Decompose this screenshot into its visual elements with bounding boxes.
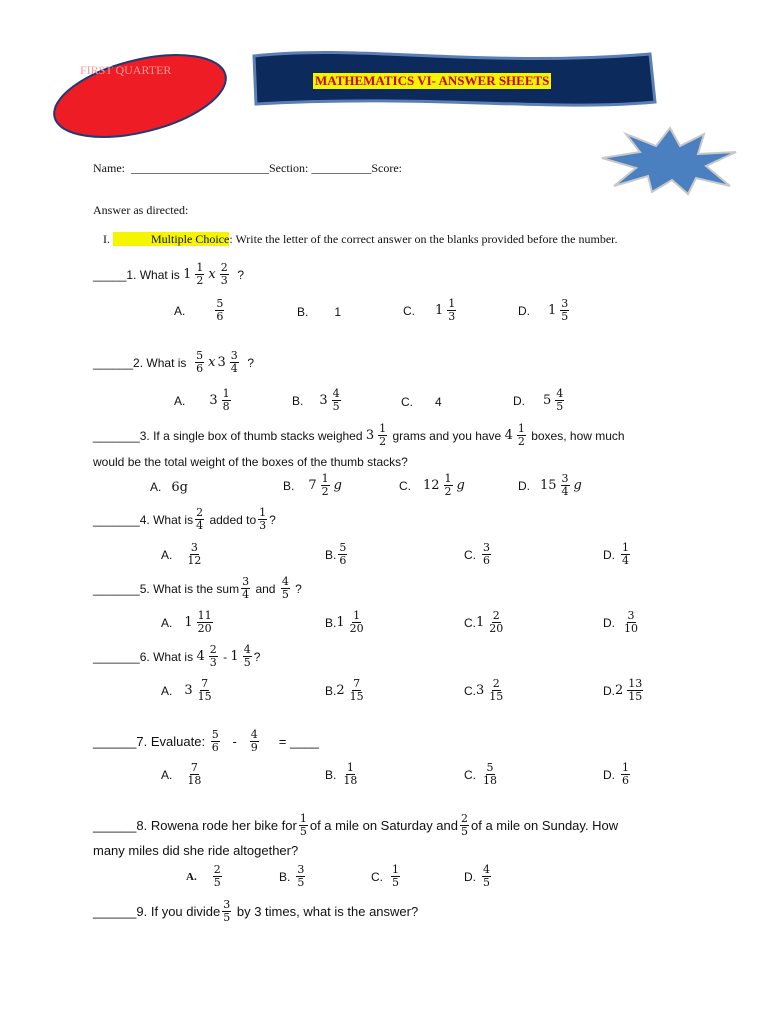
name-field[interactable]: _______________________ [131, 161, 269, 175]
whole-number: 3 [365, 428, 375, 443]
numerator: 3 [561, 472, 569, 485]
numerator: 7 [201, 677, 209, 690]
fraction [447, 298, 456, 323]
option-c[interactable] [464, 762, 500, 787]
option-d[interactable] [603, 678, 645, 703]
fraction [332, 388, 341, 413]
denominator: 8 [222, 400, 230, 413]
option-d[interactable] [603, 542, 632, 567]
fraction [488, 678, 504, 703]
question-5 [93, 576, 302, 601]
whole-number: 3 [209, 393, 218, 408]
denominator: 20 [489, 622, 504, 635]
option-c[interactable] [399, 473, 467, 498]
fraction [186, 542, 202, 567]
option-a[interactable] [174, 298, 226, 323]
denominator: 5 [392, 876, 399, 889]
option-letter: A. [161, 615, 173, 630]
numerator: 3 [297, 863, 305, 876]
numerator: 13 [628, 677, 643, 690]
numerator: 4 [250, 728, 258, 741]
denominator: 10 [624, 622, 638, 635]
numerator: 1 [353, 609, 361, 622]
denominator: 6 [622, 774, 629, 787]
option-letter: D. [513, 393, 525, 408]
denominator: 18 [343, 774, 358, 787]
option-b[interactable] [325, 610, 367, 635]
question-4 [93, 507, 276, 532]
option-letter: A. [161, 767, 173, 782]
fraction [220, 262, 229, 287]
answer-blank[interactable]: ______9. [93, 904, 148, 919]
numerator: 4 [243, 643, 251, 656]
denominator: 12 [187, 554, 202, 567]
option-b[interactable] [325, 762, 360, 787]
numerator: 2 [196, 506, 204, 519]
fraction [209, 644, 218, 669]
fraction [623, 610, 639, 635]
fraction [482, 864, 491, 889]
option-letter: D. [603, 683, 615, 698]
question-text: of a mile on Sunday. How [471, 818, 619, 833]
option-letter: D. [603, 547, 615, 562]
numerator: 7 [190, 761, 198, 774]
whole-number: 2 [336, 683, 345, 698]
question-8-line-2: many miles did she ride altogether? [93, 843, 299, 858]
numerator: 1 [517, 422, 525, 435]
denominator: 18 [483, 774, 497, 787]
fraction [243, 644, 252, 669]
numerator: 3 [190, 541, 198, 554]
denominator: 5 [556, 400, 564, 413]
numerator: 3 [627, 609, 635, 622]
numerator: 1 [346, 761, 354, 774]
option-letter: B. [279, 869, 291, 884]
option-b[interactable] [283, 473, 344, 498]
numerator: 2 [209, 643, 217, 656]
fraction [621, 762, 630, 787]
fraction [460, 813, 469, 838]
denominator: 4 [622, 554, 629, 567]
numerator: 1 [222, 387, 230, 400]
starburst-shape [600, 126, 740, 196]
question-text: and [255, 581, 276, 596]
fraction [338, 542, 347, 567]
denominator: 5 [461, 825, 468, 838]
option-d[interactable] [513, 388, 566, 413]
numerator: 1 [379, 422, 387, 435]
fraction [299, 813, 308, 838]
denominator: 5 [243, 656, 251, 669]
numerator: 3 [561, 297, 569, 310]
option-letter: A. [186, 870, 197, 883]
question-2 [93, 350, 254, 375]
fraction [222, 899, 231, 924]
option-letter: B. [283, 478, 295, 493]
answer-blank[interactable]: ______2. [93, 355, 144, 370]
numerator: 3 [242, 575, 250, 588]
numerator: 5 [216, 297, 224, 310]
fraction [250, 729, 259, 754]
option-a[interactable] [186, 864, 224, 889]
question-text: If a single box of thumb stacks weighed [153, 428, 363, 443]
denominator: 6 [216, 310, 224, 323]
denominator: 2 [444, 485, 452, 498]
fraction [197, 610, 213, 635]
fraction [213, 864, 222, 889]
numerator: 1 [321, 472, 329, 485]
name-label: Name: [93, 161, 125, 175]
quarter-label: FIRST QUARTER [80, 63, 172, 77]
option-d[interactable] [518, 298, 571, 323]
whole-number: 7 [308, 478, 317, 493]
option-a[interactable] [161, 610, 215, 635]
denominator: 18 [187, 774, 202, 787]
denominator: 4 [196, 519, 204, 532]
denominator: 2 [517, 435, 525, 448]
option-letter: B. [325, 767, 337, 782]
denominator: 5 [223, 911, 231, 924]
fraction [621, 542, 630, 567]
denominator: 3 [448, 310, 456, 323]
question-text: What is [146, 355, 187, 370]
answer-blank[interactable]: _______5. [93, 581, 150, 596]
option-letter: C. [371, 869, 383, 884]
part-text: : Write the letter of the correct answer on the blanks provided before the number. [229, 232, 618, 246]
answer-blank[interactable]: _______6. [93, 649, 150, 664]
score-label: Score: [371, 161, 402, 175]
option-d[interactable] [518, 473, 584, 498]
numerator: 1 [196, 261, 204, 274]
fraction [195, 262, 204, 287]
fraction [215, 298, 224, 323]
numerator: 2 [213, 863, 221, 876]
question-3-line-2: would be the total weight of the boxes of the thumb stacks? [93, 455, 408, 469]
whole-number: 4 [504, 428, 513, 443]
answer-blank[interactable]: _______4. [93, 512, 150, 527]
option-d[interactable] [603, 762, 632, 787]
denominator: 2 [379, 435, 387, 448]
option-letter: A. [150, 480, 162, 494]
option-letter: D. [464, 869, 476, 884]
option-b[interactable] [297, 298, 341, 326]
whole-number: 1 [435, 303, 444, 318]
question-text: What is [153, 512, 194, 527]
numerator: 5 [339, 541, 347, 554]
option-a[interactable] [161, 678, 215, 703]
denominator: 3 [259, 519, 267, 532]
whole-number: 4 [196, 649, 205, 664]
fraction [258, 507, 267, 532]
option-c[interactable] [464, 610, 506, 635]
whole-number: 3 [319, 393, 328, 408]
option-c[interactable] [371, 864, 402, 889]
option-c[interactable] [403, 298, 458, 323]
fraction [349, 610, 365, 635]
denominator: 5 [281, 588, 289, 601]
section-label: Section: [269, 161, 309, 175]
option-letter: C. [403, 303, 415, 318]
numerator: 11 [197, 609, 212, 622]
question-end: ? [295, 581, 302, 596]
question-text: boxes, how much [531, 428, 625, 443]
part-number: I. [103, 232, 110, 246]
fraction [349, 678, 365, 703]
fraction [195, 507, 204, 532]
whole-number: 1 [548, 303, 557, 318]
question-9 [93, 899, 418, 924]
fraction [391, 864, 400, 889]
option-letter: C. [464, 615, 476, 630]
numerator: 1 [392, 863, 399, 876]
whole-number: 12 [423, 478, 440, 493]
numerator: 1 [622, 541, 629, 554]
whole-number: 1 [183, 267, 192, 282]
denominator: 4 [242, 588, 250, 601]
option-b[interactable] [292, 388, 343, 413]
question-end: = ____ [278, 734, 319, 749]
fraction [555, 388, 564, 413]
numerator: 7 [353, 677, 361, 690]
fraction [241, 576, 250, 601]
option-letter: B. [292, 393, 304, 408]
part-title: Multiple Choice [113, 232, 229, 246]
fraction [342, 762, 358, 787]
whole-number: 5 [543, 393, 552, 408]
option-letter: A. [161, 683, 173, 698]
numerator: 5 [211, 728, 219, 741]
whole-number: 3 [184, 683, 193, 698]
denominator: 15 [628, 690, 643, 703]
numerator: 4 [483, 863, 490, 876]
denominator: 5 [561, 310, 569, 323]
numerator: 1 [259, 506, 267, 519]
question-text: What is [139, 267, 180, 282]
question-end: ? [247, 355, 255, 370]
numerator: 4 [556, 387, 564, 400]
fraction [627, 678, 643, 703]
fraction [186, 762, 202, 787]
whole-number: 3 [217, 355, 226, 370]
question-text: by 3 times, what is the answer? [236, 904, 419, 919]
option-letter: C. [464, 683, 476, 698]
fraction [488, 610, 504, 635]
denominator: 5 [332, 400, 340, 413]
option-value: 4 [435, 395, 442, 409]
numerator: 2 [220, 261, 228, 274]
denominator: 6 [196, 362, 204, 375]
denominator: 20 [197, 622, 212, 635]
unit: g [333, 478, 342, 493]
option-value: 1 [334, 305, 342, 319]
numerator: 1 [444, 472, 452, 485]
numerator: 2 [461, 812, 468, 825]
section-field[interactable]: __________ [311, 161, 372, 175]
question-6 [93, 644, 260, 669]
denominator: 15 [489, 690, 504, 703]
question-text: What is [153, 649, 194, 664]
question-text: of a mile on Saturday and [309, 818, 458, 833]
question-end: ? [269, 512, 276, 527]
numerator: 3 [483, 541, 490, 554]
denominator: 6 [211, 741, 219, 754]
question-text: Evaluate: [150, 734, 206, 749]
operator: x [208, 267, 216, 282]
question-text: If you divide [150, 904, 221, 919]
whole-number: 1 [476, 615, 485, 630]
option-a[interactable] [174, 388, 233, 413]
denominator: 15 [349, 690, 364, 703]
option-d[interactable] [464, 864, 493, 889]
question-3 [93, 423, 625, 448]
option-letter: C. [401, 395, 413, 409]
numerator: 5 [486, 761, 494, 774]
question-end: ? [237, 267, 245, 282]
denominator: 5 [213, 876, 221, 889]
fraction [378, 423, 387, 448]
denominator: 20 [349, 622, 364, 635]
option-value: 6g [171, 479, 188, 495]
option-letter: D. [518, 478, 530, 493]
answer-blank[interactable]: _______3. [93, 428, 150, 443]
fraction [560, 298, 569, 323]
question-text: What is the sum [153, 581, 240, 596]
question-1 [93, 262, 244, 287]
fraction [482, 762, 498, 787]
option-c[interactable] [464, 542, 493, 567]
fraction [230, 350, 239, 375]
question-7 [93, 729, 319, 754]
denominator: 2 [321, 485, 329, 498]
operator: x [208, 355, 216, 370]
part-one-instruction [103, 232, 617, 247]
option-c[interactable] [401, 388, 442, 416]
denominator: 6 [339, 554, 347, 567]
option-letter: C. [464, 767, 476, 782]
page-title: MATHEMATICS VI- ANSWER SHEETS [315, 73, 550, 88]
numerator: 2 [492, 677, 500, 690]
option-a[interactable] [161, 542, 204, 567]
answer-blank[interactable]: ______8. [93, 818, 148, 833]
answer-blank[interactable]: ______7. [93, 734, 148, 749]
operator: - [223, 649, 228, 664]
option-letter: B. [297, 305, 309, 319]
numerator: 4 [332, 387, 340, 400]
denominator: 6 [483, 554, 490, 567]
option-letter: D. [603, 615, 615, 630]
numerator: 1 [622, 761, 629, 774]
denominator: 5 [483, 876, 490, 889]
operator: - [232, 734, 237, 749]
fraction [444, 473, 453, 498]
fraction [482, 542, 491, 567]
option-letter: C. [464, 547, 476, 562]
option-letter: D. [603, 767, 615, 782]
option-letter: A. [174, 393, 186, 408]
numerator: 3 [223, 898, 231, 911]
option-d[interactable] [603, 610, 641, 635]
numerator: 3 [230, 349, 238, 362]
numerator: 5 [196, 349, 204, 362]
question-8 [93, 813, 618, 838]
student-info-line [93, 161, 402, 176]
fraction [222, 388, 231, 413]
option-letter: C. [399, 478, 411, 493]
whole-number: 15 [540, 478, 557, 493]
question-end: ? [253, 649, 261, 664]
option-letter: A. [161, 547, 173, 562]
fraction [197, 678, 213, 703]
denominator: 2 [196, 274, 204, 287]
whole-number: 1 [184, 615, 193, 630]
question-text: grams and you have [392, 428, 502, 443]
option-letter: A. [174, 303, 186, 318]
option-letter: B. [325, 615, 337, 630]
question-text: Rowena rode her bike for [150, 818, 297, 833]
option-a[interactable] [161, 762, 204, 787]
whole-number: 1 [336, 615, 345, 630]
option-letter: B. [325, 683, 337, 698]
fraction [195, 350, 204, 375]
numerator: 2 [492, 609, 500, 622]
denominator: 5 [297, 876, 305, 889]
fraction [561, 473, 570, 498]
option-c[interactable] [464, 678, 506, 703]
numerator: 4 [281, 575, 289, 588]
question-text: added to [209, 512, 257, 527]
unit: g [456, 478, 465, 493]
option-a[interactable] [150, 473, 188, 501]
denominator: 9 [250, 741, 258, 754]
directive-text: Answer as directed: [93, 203, 189, 217]
denominator: 4 [230, 362, 238, 375]
fraction [281, 576, 290, 601]
whole-number: 2 [615, 683, 624, 698]
whole-number: 3 [476, 683, 485, 698]
fraction [296, 864, 305, 889]
whole-number: 1 [230, 649, 239, 664]
option-letter: B. [325, 547, 337, 562]
denominator: 3 [209, 656, 217, 669]
option-b[interactable] [325, 678, 367, 703]
numerator: 1 [299, 812, 307, 825]
fraction [517, 423, 526, 448]
denominator: 4 [561, 485, 569, 498]
unit: g [573, 478, 582, 493]
option-b[interactable] [279, 864, 307, 889]
answer-blank[interactable]: _____1. [93, 267, 137, 282]
denominator: 3 [220, 274, 228, 287]
denominator: 15 [197, 690, 212, 703]
option-b[interactable] [325, 542, 349, 567]
numerator: 1 [448, 297, 456, 310]
denominator: 5 [299, 825, 307, 838]
fraction [211, 729, 220, 754]
option-letter: D. [518, 303, 530, 318]
fraction [321, 473, 330, 498]
